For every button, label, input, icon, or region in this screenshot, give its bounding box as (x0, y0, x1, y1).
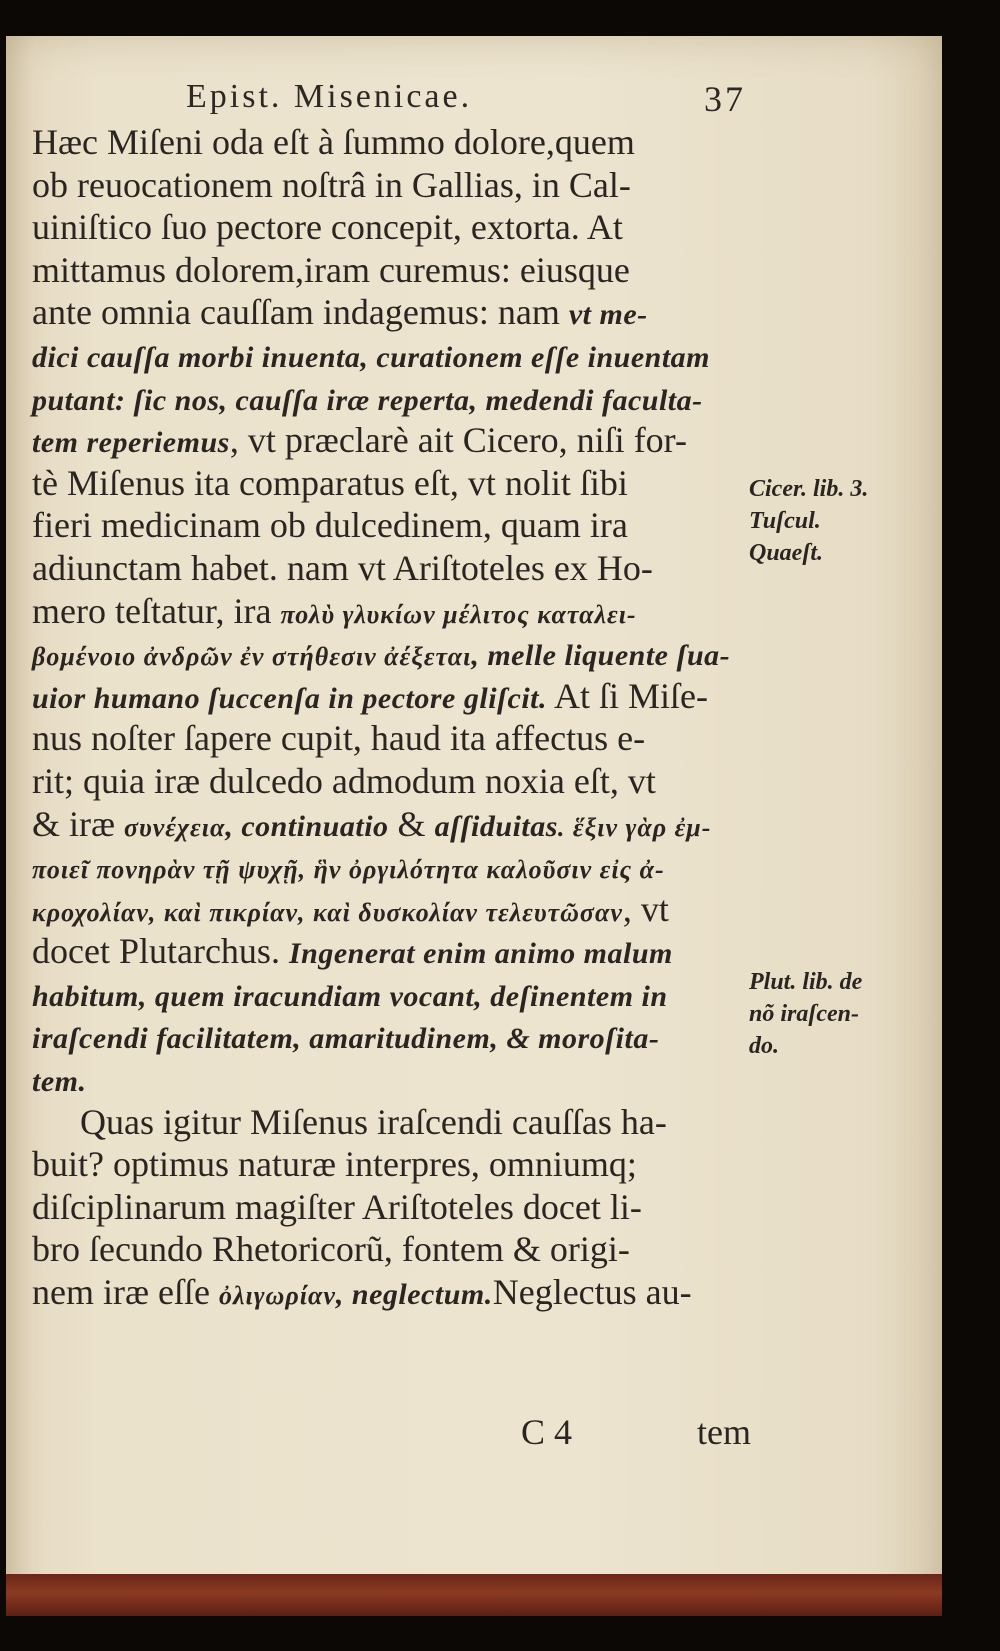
text-line (32, 1228, 732, 1271)
margin-note-line: Quaeſt. (749, 540, 823, 566)
text-line (32, 462, 732, 505)
roman-text: & iræ (32, 803, 125, 844)
text-line (32, 1058, 732, 1101)
text-line (32, 377, 732, 420)
text-line-content (32, 930, 673, 973)
text-line-content (32, 504, 628, 547)
roman-text: At ſi Miſe- (547, 675, 708, 716)
greek-text: συνέχεια (124, 812, 226, 842)
roman-text: bro ſecundo Rhetoricorũ, fontem & origi- (32, 1229, 630, 1270)
roman-text: rit; quia iræ dulcedo admodum noxia eſt, vt (32, 760, 656, 801)
greek-text: . ἕξιν γὰρ ἐμ- (557, 812, 712, 842)
text-line (32, 717, 732, 760)
running-title: Epist. Misenicae. (186, 78, 473, 115)
margin-note-cicero (749, 473, 949, 569)
text-line-content (32, 845, 665, 888)
roman-text: & (388, 803, 435, 844)
text-line (32, 334, 732, 377)
roman-text: nus noſter ſapere cupit, haud ita affectus e- (32, 718, 646, 759)
margin-note-plutarch (749, 966, 949, 1062)
italic-text: , melle liquente ſua- (471, 639, 731, 673)
greek-text: ποιεῖ πονηρὰν τῇ ψυχῇ, ἣν ὀργιλότητα καλοῦσιν εἰς ἀ- (32, 855, 665, 885)
italic-text: vt me- (568, 298, 648, 332)
roman-text: ob reuocationem noſtrâ in Gallias, in Cal- (32, 164, 631, 205)
text-line-content (32, 547, 653, 590)
italic-text: tem reperiemus (32, 426, 230, 460)
italic-text: putant: ſic nos, cauſſa iræ reperta, medendi faculta- (32, 383, 703, 417)
text-line-content (32, 419, 687, 462)
text-line (32, 590, 732, 633)
text-line-content (32, 334, 710, 377)
greek-text: βομένοιο ἀνδρῶν ἐν στήθεσιν ἀέξεται (32, 642, 472, 672)
roman-text: mero teſtatur, ira (32, 590, 281, 631)
text-line (32, 249, 732, 292)
text-line (32, 632, 732, 675)
catchword: tem (697, 1412, 751, 1452)
text-line (32, 760, 732, 803)
italic-text: , neglectum. (335, 1278, 493, 1312)
roman-text: uiniſtico ſuo pectore concepit, extorta. At (32, 207, 623, 248)
text-line-content (32, 164, 631, 207)
roman-text: diſciplinarum magiſter Ariſtoteles docet li- (32, 1186, 642, 1227)
text-line (32, 206, 732, 249)
roman-text: Quas igitur Miſenus iraſcendi cauſſas ha- (80, 1101, 667, 1142)
roman-text: adiunctam habet. nam vt Ariſtoteles ex Ho- (32, 547, 653, 588)
text-line (32, 888, 732, 931)
text-line-content (32, 291, 648, 334)
italic-text: uior humano ſuccenſa in pectore gliſcit. (32, 681, 547, 715)
text-line-content (32, 121, 635, 164)
text-line-content (32, 1186, 642, 1229)
text-line (32, 1015, 732, 1058)
margin-note-line: Cicer. lib. 3. (749, 476, 869, 502)
roman-text: , vt (622, 888, 669, 929)
book-page (6, 36, 942, 1616)
roman-text: Hæc Miſeni oda eſt à ſummo dolore,quem (32, 122, 635, 162)
text-line (32, 419, 732, 462)
text-line (32, 121, 732, 164)
text-line-content (32, 377, 703, 420)
roman-text: mittamus dolorem,iram curemus: eiusque (32, 249, 630, 290)
text-line-content (32, 1143, 637, 1186)
text-line (32, 675, 732, 718)
italic-text: iraſcendi facilitatem, amaritudinem, & moroſita- (32, 1022, 660, 1056)
roman-text: nem iræ eſſe (32, 1272, 219, 1313)
text-line (32, 1143, 732, 1186)
page-edge-band (6, 1574, 942, 1616)
text-line (32, 973, 732, 1016)
roman-text: fieri medicinam ob dulcedinem, quam ira (32, 505, 628, 546)
margin-note-line: Plut. lib. de (749, 969, 863, 995)
text-line (32, 930, 732, 973)
text-line-content (32, 803, 711, 846)
roman-text: Neglectus au- (492, 1272, 692, 1313)
text-line-content (32, 462, 628, 505)
italic-text: tem. (32, 1065, 87, 1099)
page-number: 37 (704, 79, 746, 119)
italic-text: aſſiduitas (434, 809, 558, 843)
text-line (32, 504, 732, 547)
text-line-content (32, 717, 645, 760)
roman-text: , vt præclarè ait Cicero, niſi for- (229, 420, 687, 461)
text-line (32, 291, 732, 334)
body-text (32, 121, 732, 1314)
italic-text: dici cauſſa morbi inuenta, curationem eſſe inuentam (32, 340, 711, 374)
signature-mark: C 4 (521, 1412, 573, 1452)
roman-text: docet Plutarchus. (32, 931, 289, 972)
margin-note-line: Tuſcul. (749, 508, 821, 534)
text-line-content (32, 206, 623, 249)
roman-text: ante omnia cauſſam indagemus: nam (32, 292, 569, 333)
text-line-content (32, 760, 656, 803)
text-line-content (32, 1228, 630, 1271)
text-line (32, 803, 732, 846)
text-line-content (32, 973, 668, 1016)
text-line-content (32, 1015, 659, 1058)
text-line (32, 1271, 732, 1314)
greek-text: πολὺ γλυκίων μέλιτος καταλει- (280, 599, 637, 629)
text-line-content (32, 1059, 87, 1099)
text-line-content (32, 632, 730, 675)
greek-text: κροχολίαν, καὶ πικρίαν, καὶ δυσκολίαν τελευτῶσαν (32, 897, 623, 927)
margin-note-line: nõ iraſcen- (749, 1001, 859, 1027)
text-line-content (32, 675, 708, 718)
text-line (32, 1101, 732, 1144)
text-line (32, 164, 732, 207)
text-line-content (80, 1101, 667, 1144)
greek-text: ὀλιγωρίαν (218, 1281, 336, 1311)
running-header (186, 76, 746, 126)
text-line-content (32, 888, 669, 931)
text-line-content (32, 1271, 692, 1314)
roman-text: buit? optimus naturæ interpres, omniumq; (32, 1144, 637, 1185)
text-line (32, 547, 732, 590)
text-line-content (32, 590, 637, 633)
text-line (32, 845, 732, 888)
roman-text: tè Miſenus ita comparatus eſt, vt nolit ſibi (32, 462, 628, 503)
italic-text: , continuatio (225, 809, 389, 843)
italic-text: Ingenerat enim animo malum (288, 937, 673, 971)
text-line (32, 1186, 732, 1229)
text-line-content (32, 249, 630, 292)
italic-text: habitum, quem iracundiam vocant, deſinentem in (32, 979, 668, 1013)
margin-note-line: do. (749, 1033, 779, 1059)
